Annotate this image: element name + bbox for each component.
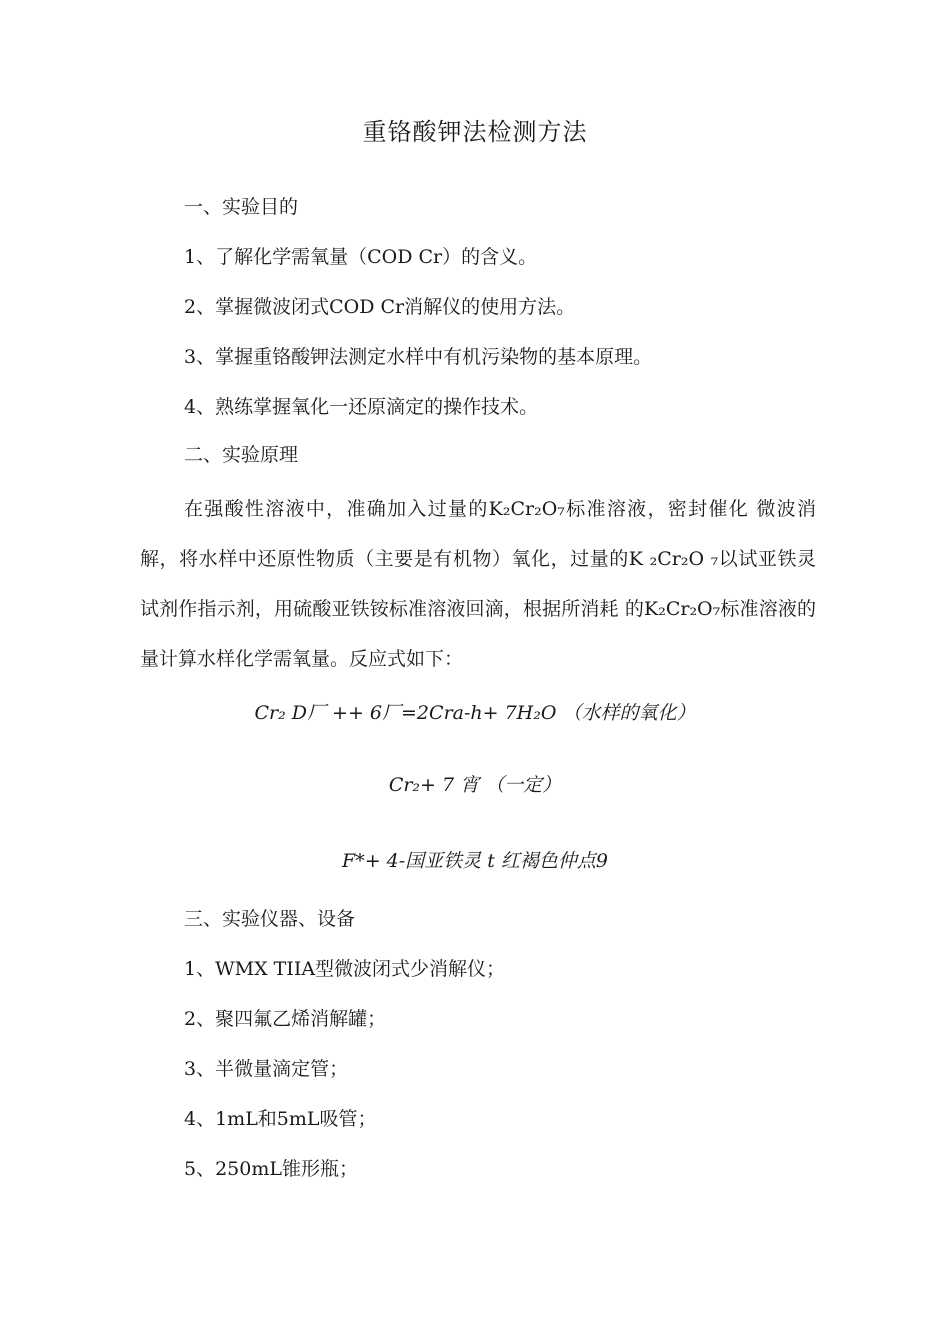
equipment-item: 5、250mL锥形瓶； [184,1158,358,1180]
reaction-equation-3: F*+ 4-国亚铁灵 t 红褐色仲点9 [342,850,608,872]
purpose-item: 2、掌握微波闭式COD Cr消解仪的使用方法。 [184,296,576,318]
equipment-item: 3、半微量滴定管； [184,1058,349,1080]
reaction-equation-1: Cr₂ D厂 ++ 6厂=2Cra-h+ 7H₂O （水样的氧化） [254,702,696,724]
equipment-item: 2、聚四氟乙烯消解罐； [184,1008,387,1030]
principle-paragraph: 在强酸性溶液中，准确加入过量的K₂Cr₂O₇标准溶液，密封催化 微波消解，将水样中还原性物质（主要是有机物）氧化，过量的K ₂Cr₂O ₇以试亚铁灵试剂作指示剂，用硫酸亚铁铵标准溶液回滴，根据所消耗 的K₂Cr₂O₇标准溶液的量计算水样化学需氧量。反应式如下： [140,498,816,670]
purpose-item: 1、了解化学需氧量（COD Cr）的含义。 [184,246,538,268]
section-heading-purpose: 一、实验目的 [184,196,299,218]
document-title: 重铬酸钾法检测方法 [362,118,588,146]
section-heading-equipment: 三、实验仪器、设备 [184,908,356,930]
purpose-item: 4、熟练掌握氧化一还原滴定的操作技术。 [184,396,539,418]
equipment-item: 1、WMX TIIA型微波闭式少消解仪； [184,958,506,980]
purpose-item: 3、掌握重铬酸钾法测定水样中有机污染物的基本原理。 [184,346,653,368]
reaction-equation-2: Cr₂+ 7 宵 （一定） [388,774,562,796]
equipment-item: 4、1mL和5mL吸管； [184,1108,377,1130]
section-heading-principle: 二、实验原理 [184,444,299,466]
